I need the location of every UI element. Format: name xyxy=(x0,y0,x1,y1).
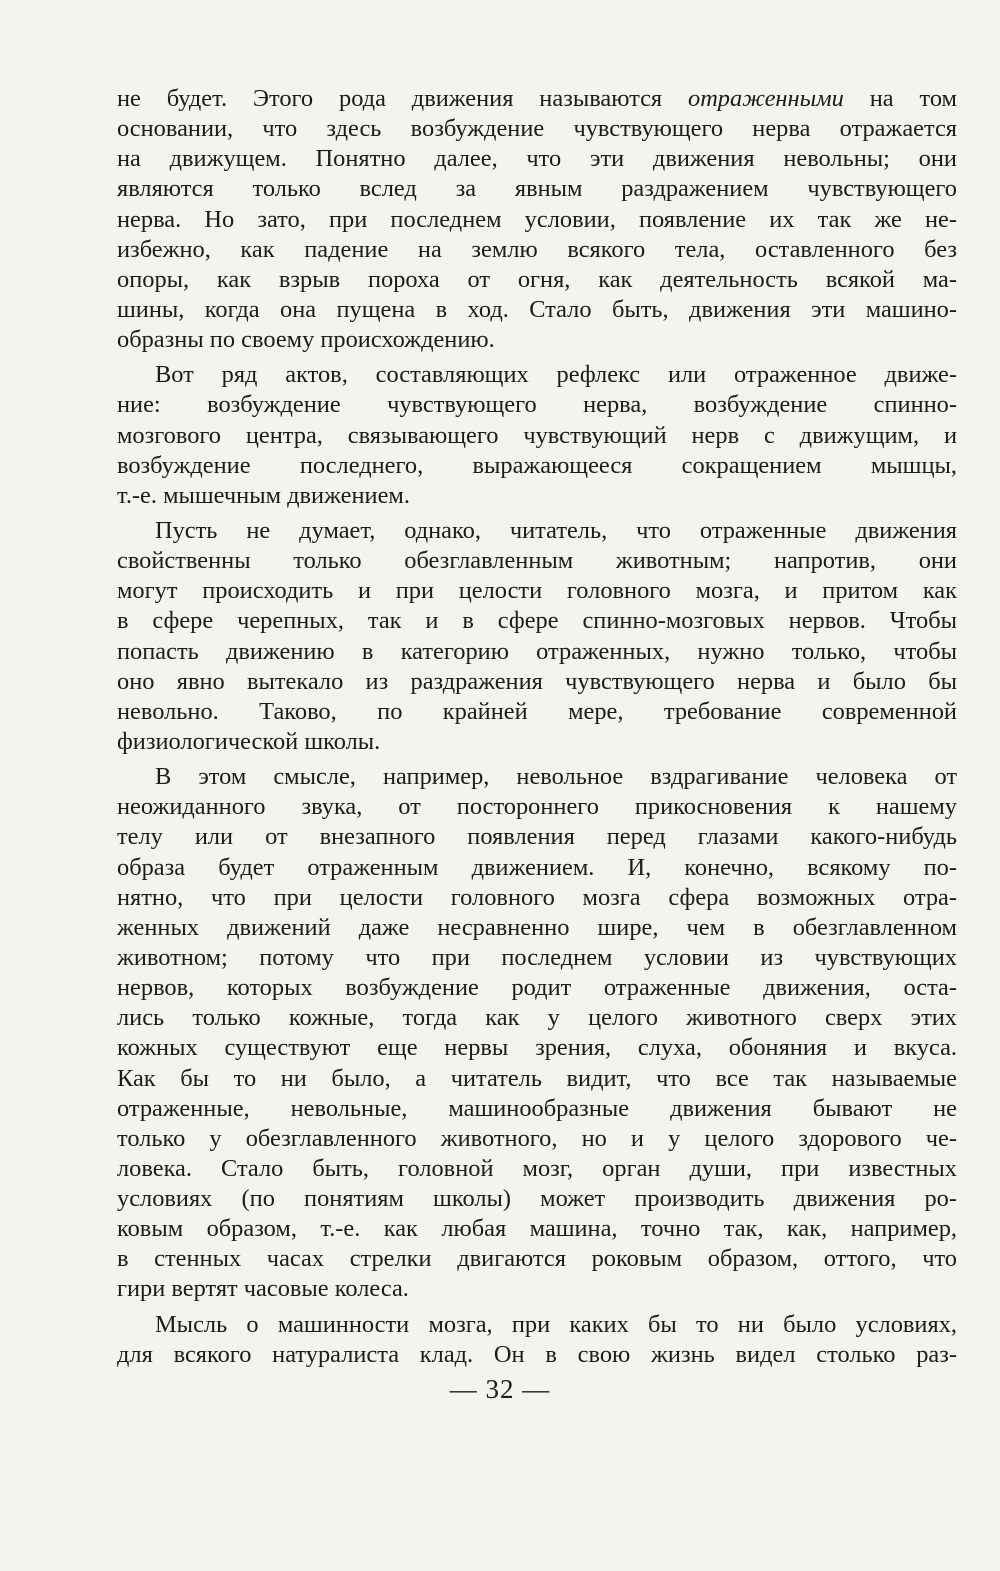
text-line: избежно, как падение на землю всякого тела, оставленного без xyxy=(117,235,957,263)
text-line: основании, что здесь возбуждение чувствующего нерва отражается xyxy=(117,115,957,143)
text-line: оно явно вытекало из раздражения чувствующего нерва и было бы xyxy=(117,667,957,695)
text-line: шины, когда она пущена в ход. Стало быть, движения эти машино- xyxy=(117,295,957,323)
text-line: Как бы то ни было, а читатель видит, что все так называемые xyxy=(117,1064,957,1092)
text-line: физиологической школы. xyxy=(117,727,381,755)
text-line: являются только вслед за явным раздражением чувствующего xyxy=(117,175,957,203)
text-line: ловека. Стало быть, головной мозг, орган души, при известных xyxy=(117,1154,957,1182)
text-line: кожных существуют еще нервы зрения, слуха, обоняния и вкуса. xyxy=(117,1034,957,1062)
text-line: в стенных часах стрелки двигаются роковым образом, оттого, что xyxy=(117,1245,957,1273)
text-line: образны по своему происхождению. xyxy=(117,326,495,354)
text-line: телу или от внезапного появления перед глазами какого-нибудь xyxy=(117,823,957,851)
text-line: нервов, которых возбуждение родит отраженные движения, оста- xyxy=(117,974,957,1002)
text-run: не будет. Этого рода движения называются xyxy=(117,85,688,112)
text-line: гири вертят часовые колеса. xyxy=(117,1275,409,1303)
text-line: невольно. Таково, по крайней мере, требование современной xyxy=(117,697,957,725)
text-line: свойственны только обезглавленным животным; напротив, они xyxy=(117,547,957,575)
text-line: возбуждение последнего, выражающееся сокращением мышцы, xyxy=(117,451,957,479)
text-line: в сфере черепных, так и в сфере спинно-мозговых нервов. Чтобы xyxy=(117,607,957,635)
text-line: опоры, как взрыв пороха от огня, как деятельность всякой ма- xyxy=(117,265,957,293)
text-line: только у обезглавленного животного, но и у целого здорового че- xyxy=(117,1124,957,1152)
text-line: нятно, что при целости головного мозга сфера возможных отра- xyxy=(117,883,957,911)
text-line: Вот ряд актов, составляющих рефлекс или отраженное движе- xyxy=(155,361,957,389)
page-number: — 32 — xyxy=(449,1374,551,1404)
body-text xyxy=(117,84,957,1370)
text-line: Пусть не думает, однако, читатель, что отраженные движения xyxy=(155,516,957,544)
text-line: В этом смысле, например, невольное вздрагивание человека от xyxy=(155,763,957,791)
text-line: неожиданного звука, от постороннего прикосновения к нашему xyxy=(117,793,957,821)
text-run: на том xyxy=(843,85,957,112)
paragraph xyxy=(117,1310,957,1370)
text-line: на движущем. Понятно далее, что эти движения невольны; они xyxy=(117,145,957,173)
text-line: мозгового центра, связывающего чувствующий нерв с движущим, и xyxy=(117,421,957,449)
paragraph xyxy=(117,516,957,757)
italic-term: отраженными xyxy=(688,85,844,112)
text-line: животном; потому что при последнем условии из чувствующих xyxy=(117,943,957,971)
paragraph xyxy=(117,84,957,355)
text-line: женных движений даже несравненно шире, чем в обезглавленном xyxy=(117,913,957,941)
paragraph xyxy=(117,360,957,511)
text-line: ние: возбуждение чувствующего нерва, возбуждение спинно- xyxy=(117,391,957,419)
text-line: лись только кожные, тогда как у целого животного сверх этих xyxy=(117,1004,957,1032)
text-line: отраженные, невольные, машинообразные движения бывают не xyxy=(117,1094,957,1122)
text-line: могут происходить и при целости головного мозга, и притом как xyxy=(117,577,957,605)
text-line: попасть движению в категорию отраженных, нужно только, чтобы xyxy=(117,637,957,665)
paragraph xyxy=(117,762,957,1305)
text-line: для всякого натуралиста клад. Он в свою жизнь видел столько раз- xyxy=(117,1340,957,1368)
text-line: Мысль о машинности мозга, при каких бы то ни было условиях, xyxy=(155,1310,957,1338)
text-line: ковым образом, т.-е. как любая машина, точно так, как, например, xyxy=(117,1215,957,1243)
text-line: образа будет отраженным движением. И, конечно, всякому по- xyxy=(117,853,957,881)
text-line: т.-е. мышечным движением. xyxy=(117,481,410,509)
text-line: условиях (по понятиям школы) может производить движения ро- xyxy=(117,1185,957,1213)
text-line: нерва. Но зато, при последнем условии, появление их так же не- xyxy=(117,205,957,233)
text-line xyxy=(117,84,957,114)
